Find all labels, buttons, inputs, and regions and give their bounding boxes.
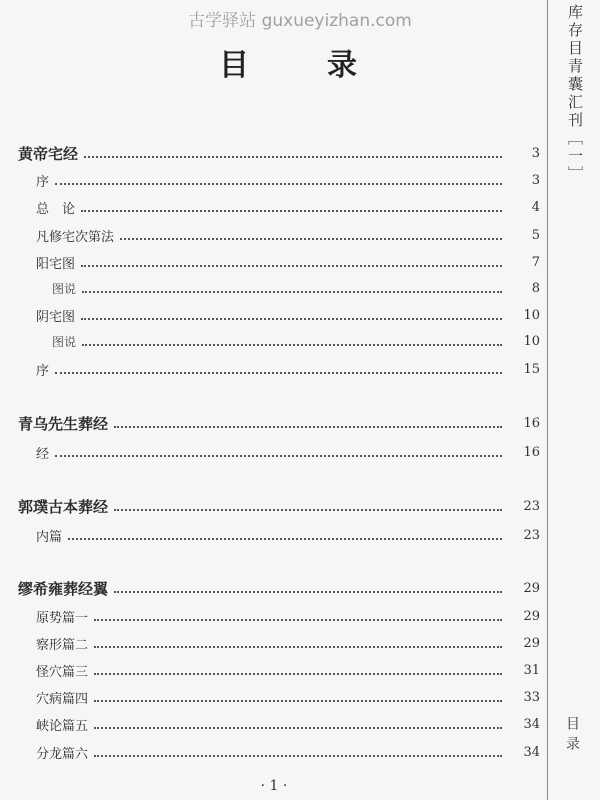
dot-leader bbox=[114, 589, 502, 593]
toc-entry-page: 29 bbox=[523, 580, 540, 596]
dot-leader bbox=[81, 263, 502, 267]
toc-entry-title: 内篇 bbox=[36, 529, 63, 545]
toc-entry-page: 33 bbox=[523, 689, 540, 705]
toc-entry-page: 10 bbox=[523, 333, 540, 349]
toc-entry-title: 经 bbox=[36, 446, 50, 462]
dot-leader bbox=[94, 671, 502, 675]
toc-entry-title: 怪穴篇三 bbox=[36, 664, 89, 680]
toc-entry[interactable] bbox=[18, 493, 540, 519]
toc-entry[interactable] bbox=[52, 275, 540, 301]
toc-entry-title: 图说 bbox=[52, 281, 77, 296]
dot-leader bbox=[120, 236, 502, 240]
dot-leader bbox=[94, 753, 502, 757]
toc-entry[interactable] bbox=[36, 249, 540, 275]
toc-entry-title: 原势篇一 bbox=[36, 610, 89, 626]
toc-entry-page: 8 bbox=[531, 280, 540, 296]
dot-leader bbox=[114, 424, 502, 428]
toc-entry-page: 23 bbox=[523, 527, 540, 543]
toc-entry[interactable] bbox=[18, 575, 540, 601]
toc-entry-page: 31 bbox=[523, 662, 540, 678]
toc-entry[interactable] bbox=[36, 167, 540, 193]
dot-leader bbox=[81, 208, 502, 212]
toc-entry-title: 总 论 bbox=[36, 201, 76, 217]
toc-entry[interactable] bbox=[36, 194, 540, 220]
toc-entry[interactable] bbox=[36, 439, 540, 465]
toc-entry-title: 郭璞古本葬经 bbox=[18, 497, 109, 516]
dot-leader bbox=[81, 316, 502, 320]
toc-entry[interactable] bbox=[36, 603, 540, 629]
toc-entry-page: 3 bbox=[531, 145, 540, 161]
toc-entry[interactable] bbox=[36, 522, 540, 548]
toc-entry-title: 察形篇二 bbox=[36, 637, 89, 653]
dot-leader bbox=[55, 181, 502, 185]
toc-entry-title: 缪希雍葬经翼 bbox=[18, 579, 109, 598]
toc-entry-page: 16 bbox=[523, 444, 540, 460]
toc-entry-page: 3 bbox=[531, 172, 540, 188]
toc-entry-title: 穴病篇四 bbox=[36, 691, 89, 707]
toc-entry-title: 分龙篇六 bbox=[36, 746, 89, 762]
toc-entry[interactable] bbox=[18, 410, 540, 436]
toc-entry[interactable] bbox=[36, 684, 540, 710]
toc-entry-title: 序 bbox=[36, 363, 50, 379]
toc-entry-title: 图说 bbox=[52, 334, 77, 349]
dot-leader bbox=[94, 644, 502, 648]
toc-entry-page: 10 bbox=[523, 307, 540, 323]
dot-leader bbox=[82, 342, 502, 346]
toc-entry-title: 凡修宅次第法 bbox=[36, 229, 115, 245]
dot-leader bbox=[55, 453, 502, 457]
toc-entry-title: 阴宅图 bbox=[36, 309, 76, 325]
dot-leader bbox=[84, 154, 502, 158]
toc-entry-title: 青乌先生葬经 bbox=[18, 414, 109, 433]
watermark: 古学驿站 guxueyizhan.com bbox=[188, 11, 412, 31]
toc-entry-page: 5 bbox=[531, 227, 540, 243]
toc-entry-page: 16 bbox=[523, 415, 540, 431]
dot-leader bbox=[82, 289, 502, 293]
toc-entry-page: 29 bbox=[523, 635, 540, 651]
dot-leader bbox=[94, 617, 502, 621]
dot-leader bbox=[68, 536, 502, 540]
side-strip bbox=[547, 0, 600, 800]
toc-entry[interactable] bbox=[18, 140, 540, 166]
toc-entry-page: 15 bbox=[523, 361, 540, 377]
toc-entry-page: 7 bbox=[531, 254, 540, 270]
toc-entry-title: 阳宅图 bbox=[36, 256, 76, 272]
toc-entry-title: 峡论篇五 bbox=[36, 718, 89, 734]
toc-entry[interactable] bbox=[36, 222, 540, 248]
toc-entry-page: 4 bbox=[531, 199, 540, 215]
toc-entry[interactable] bbox=[36, 657, 540, 683]
toc-entry[interactable] bbox=[36, 711, 540, 737]
series-title: 库存目青囊汇刊［一］ bbox=[566, 4, 584, 184]
toc-entry-title: 序 bbox=[36, 174, 50, 190]
toc-entry-title: 黄帝宅经 bbox=[18, 144, 79, 163]
dot-leader bbox=[94, 698, 502, 702]
toc-entry[interactable] bbox=[36, 739, 540, 765]
page-number: · 1 · bbox=[260, 778, 288, 794]
dot-leader bbox=[55, 370, 502, 374]
section-marker: 目录 bbox=[564, 716, 580, 756]
toc-entry[interactable] bbox=[36, 302, 540, 328]
toc-entry-page: 34 bbox=[523, 716, 540, 732]
page-title: 目 录 bbox=[219, 48, 381, 83]
toc-entry-page: 29 bbox=[523, 608, 540, 624]
dot-leader bbox=[114, 507, 502, 511]
toc-entry[interactable] bbox=[36, 356, 540, 382]
toc-entry-page: 34 bbox=[523, 744, 540, 760]
toc-entry-page: 23 bbox=[523, 498, 540, 514]
dot-leader bbox=[94, 725, 502, 729]
toc-entry[interactable] bbox=[36, 630, 540, 656]
toc-entry[interactable] bbox=[52, 328, 540, 354]
